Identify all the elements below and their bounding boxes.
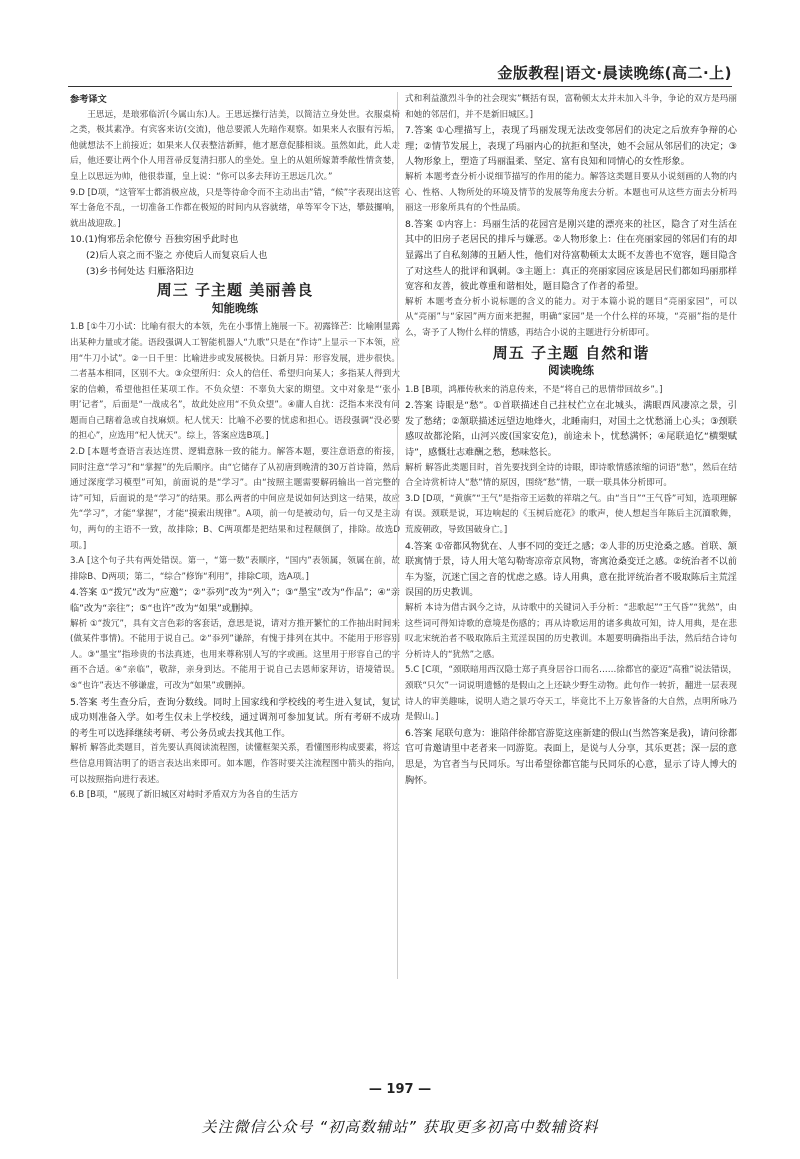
answer-3: 3.A [这个句子共有两处错误。第一，“第一数”表顺序，“国内”表领属，领属在前，故排除B、D两项；第二，“综合”修饰“利用”，排除C项，选A项。]: [70, 556, 400, 582]
section-subtitle-wed: 知能晚练: [212, 300, 258, 315]
header-rule: [68, 86, 732, 87]
answer-1: 1.B [①牛刀小试：比喻有很大的本领，先在小事情上施展一下。初露锋芒：比喻刚显露出某种力量或才能。语段强调人工智能机器人“九歌”只是在“作诗”上显示一下本领，应用“牛刀小试”。②一日千里：比喻进步或发展极快。日新月异：形容发展，进步很快。二者基本相同，区别不大。③众望所归：众人的信任、希望归向某人；多指某人得到大家的信赖，希望他担任某项工作。不负众望：不辜负大家的期望。文中对象是“‘张小明’记者”，后面是“一战成名”，故此处应用“不负众望”。④庸人自扰：泛指本来没有问题而自己瞎着急或自找麻烦。杞人忧天：比喻不必要的忧虑和担心。语段强调“没必要的担心”，应选用“杞人忧天”。综上，答案应选B项。]: [70, 322, 400, 442]
explanation-r2: 解析 解答此类题目时，首先要找到全诗的诗眼，即诗歌情感浓缩的词语“愁”，然后在结合全诗赏析诗人“愁”情的原因，围绕“愁”情，一联一联具体分析即可。: [405, 462, 737, 489]
answer-6-continued: 式和利益激烈斗争的社会现实”概括有误，富勒顿太太并未加入斗争，争论的双方是玛丽和她的邻居们，并不是新旧城区。]: [405, 94, 737, 120]
answer-r5: 5.C [C项，“颈联暗用西汉隐士郑子真身居谷口而名……徐都官的豪迈“高雅”说法错误，颈联“只欠”一词说明遗憾的是假山之上还缺少野生动物。此句作一转折，翻进一层表现诗人的审美趣味，说明人造之景巧夺天工，毕竟比不上万象皆备的大自然，点明所咏乃是假山。]: [405, 665, 737, 723]
answer-9: 9.D [D项，“这管军士都消极应战，只是等待命令而不主动出击”错，“候”字表现出这管军士备危不乱，一切准备工作都在极短的时间内从容就绪，单等军令下达，攀鼓攞响，就出战迎敌。]: [70, 187, 400, 229]
explanation-4: 解析 ①“拨冗”，具有文言色彩的客套话，意思是说，请对方推开繁忙的工作抽出时间来(做某件事情)。不能用于说自己。②“忝列”谦辞，有愧于排列在其中。不能用于形容别人。③“墨宝”指珍贵的书法真迹，也用来尊称别人写的字或画。这里用于形容自己的字画不合适。④“亲临”，敬辞，亲身到达。不能用于说自己去恩师家拜访，语境错误。⑤“也许”表达不够谦虚，可改为“如果”或删掉。: [70, 618, 400, 691]
answer-r1: 1.B [B项，鸿雁传秋来的消息传来，不是“将自己的思情带回故乡”。]: [405, 384, 663, 395]
right-column: [405, 92, 737, 788]
reference-translation-title: 参考译文: [70, 94, 107, 105]
answer-4: 4.答案 ①“拨冗”改为“应邀”；②“忝列”改为“列入”；③“墨宝”改为“作品”；④“亲临”改为“亲往”；⑤“也许”改为“如果”或删掉。: [70, 587, 400, 614]
answer-8: 8.答案 ①内容上：玛丽生活的花园宫是刚兴建的漂亮来的社区，隐含了对生活在其中的旧房子老居民的排斥与嫌恶。②人物形象上：住在亮丽家园的邻居们有的却显露出了自私刻薄的丑陋人性，他们对待富勒顿太太既不友善也不宽容，题目隐含了对这些人的批评和讽刺。③主题上：真正的亮丽家园应该是居民们都如玛丽那样宽容和友善，彼此尊重和谐相处，题目隐含了作者的希望。: [405, 218, 737, 293]
explanation-5: 解析 解答此类题目，首先要认真阅读流程图，读懂框架关系，看懂图形构成要素，将这些信息用简洁明了的语言表达出来即可。如本题，作答时要关注流程图中箭头的指向，可以按照指向进行表述。: [70, 743, 400, 785]
answer-10-2: (2)后人哀之而不鉴之 亦使后人而复哀后人也: [86, 249, 268, 261]
answer-r6: 6.答案 尾联句意为：谁陪伴徐都官游览这座新建的假山(当然答案是我)，请问徐都官可肯邀请里中老者来一同游览。表面上，是说与人分享，其乐更甚；深一层的意思是，为官者当与民同乐。写出希望徐都官能与民同乐的心意，显示了诗人博大的胸怀。: [405, 727, 737, 786]
answer-10-1: 10.(1)恂邪岳余佗僚兮 吾独穷困乎此时也: [70, 234, 239, 246]
answer-10-3: (3)乡书何处达 归雁洛阳边: [86, 265, 194, 277]
page-number: — 197 —: [368, 1082, 432, 1097]
reference-translation-text: 王思远，是琅邪临沂(今属山东)人。王思远操行洁美，以简洁立身处世。衣服桌椅之类，极其素净。有宾客来访(交流)，他总要派人先暗作观察。如果来人衣服有污垢，他就想法不上前接近；如果来人仅表整洁新鲜，他才愿意促膝相谈。虽然如此，此人走后，他还要让两个仆人用苕帚反复清扫那人的坐处。皇上的从姐所嫁萧季敞性情贪婪，皇上以思远为帅，他很恭谨，皇上说：“你可以多去拜访王思远几次。”: [70, 109, 400, 182]
explanation-8: 解析 本题考查分析小说标题的含义的能力。对于本篇小说的题目“亮丽家园”，可以从“亮丽”与“家园”两方面来把握，明确“家园”是一个什么样的环境，“亮丽”指的是什么，寄予了人物什么样的情感，再结合小说的主题进行分析即可。: [405, 296, 737, 338]
explanation-7: 解析 本题考查分析小说细节描写的作用的能力。解答这类题目要从小说刻画的人物的内心、性格、人物所处的环境及情节的发展等角度去分析。本题也可从这些方面去分析玛丽这一形象所具有的个性品质。: [405, 171, 737, 214]
section-title-wed: 周三 子主题 美丽善良: [156, 281, 314, 300]
answer-r2: 2.答案 诗眼是“愁”。①首联描述自己拄杖伫立在北城头，满眼西风凄凉之景，引发了愁绪；②颔联描述远望边地烽火，北睡南归，对国土之忧愁涌上心头；③颈联感叹故都沦陷，山河兴废(国家安危)，前途未卜，忧愁满怀；④尾联追忆“横槊赋诗”，感慨壮志难酬之愁，愁味悠长。: [405, 400, 737, 459]
left-column: [70, 92, 400, 804]
footer-note: 关注微信公众号 “初高数辅站” 获取更多初高中数辅资料: [201, 1118, 599, 1136]
explanation-r4: 解析 本诗为借古讽今之诗，从诗歌中的关键词入手分析：“悲歌起”“王气昏”“犹然”，由这些词可得知诗歌的意境是伤感的；再从诗歌运用的诸多典故可知，诗人用典，是在悲叹北宋统治者不吸取陈后主荒淫误国的历史教训。本题要明确指出手法，然后结合诗句分析诗人的“犹然”之感。: [405, 603, 737, 660]
section-subtitle-fri: 阅读晚练: [548, 363, 594, 378]
answer-2: 2.D [本题考查语言表达连贯、逻辑意脉一致的能力。解答本题，要注意语意的衔接，同时注意“学习”和“掌握”的先后顺序。由“它储存了从初唐到晚清的30万首诗篇，然后通过深度学习模型”可知，前面说的是“学习”。由“按照主题需要解码输出一首完整的诗”可知，后面说的是“学习”的结果。那么两者的中间应是说如何达到这一结果，故应先“学习”，才能“掌握”，才能“摸索出规律”。A项，前一句是被动句，后一句又是主动句，两句的主语不一致，故排除；B、C两项都是把结果和过程颠倒了，排除。故选D项。]: [70, 447, 400, 551]
answer-6: 6.B [B项，“展现了新旧城区对峙时矛盾双方为各自的生活方: [70, 790, 299, 801]
running-header: 金版教程|语文·晨读晚练(高二·上): [497, 64, 732, 82]
answer-r3: 3.D [D项，“黄旗”“王气”是指帝王运数的祥瑞之气。由“当日”“王气昏”可知，选项理解有误。颈联是说，耳边响起的《玉树后庭花》的歌声，使人想起当年陈后主沉湎歌舞，荒废朝政，导致国破身亡。]: [405, 493, 737, 536]
answer-7: 7.答案 ①心理描写上，表现了玛丽发现无法改变邻居们的决定之后放弃争辩的心理；②情节发展上，表现了玛丽内心的抗拒和坚决，她不会屈从邻居们的决定；③人物形象上，塑造了玛丽温柔、坚定、富有良知和同情心的女性形象。: [405, 125, 737, 168]
column-divider: [397, 92, 398, 979]
answer-5: 5.答案 考生查分后，查询分数线。同时上国家线和学校线的考生进入复试，复试成功则准备入学。如考生仅未上学校线，通过调剂可参加复试。所有考研不成功的考生可以选择继续考研、考公务员或去找其他工作。: [70, 696, 400, 739]
answer-r4: 4.答案 ①帝都风物犹在、人事不同的变迁之感；②人非的历史沧桑之感。首联、颔联寓情于景，诗人用大笔勾勒寄凉帝京风物，寄寓沧桑变迁之感。②统治者不以前车为鉴，沉迷亡国之音的忧虑之感。诗人用典，意在批评统治者不吸取陈后主荒淫误国的历史教训。: [405, 540, 737, 599]
section-title-fri: 周五 子主题 自然和谐: [492, 343, 650, 362]
